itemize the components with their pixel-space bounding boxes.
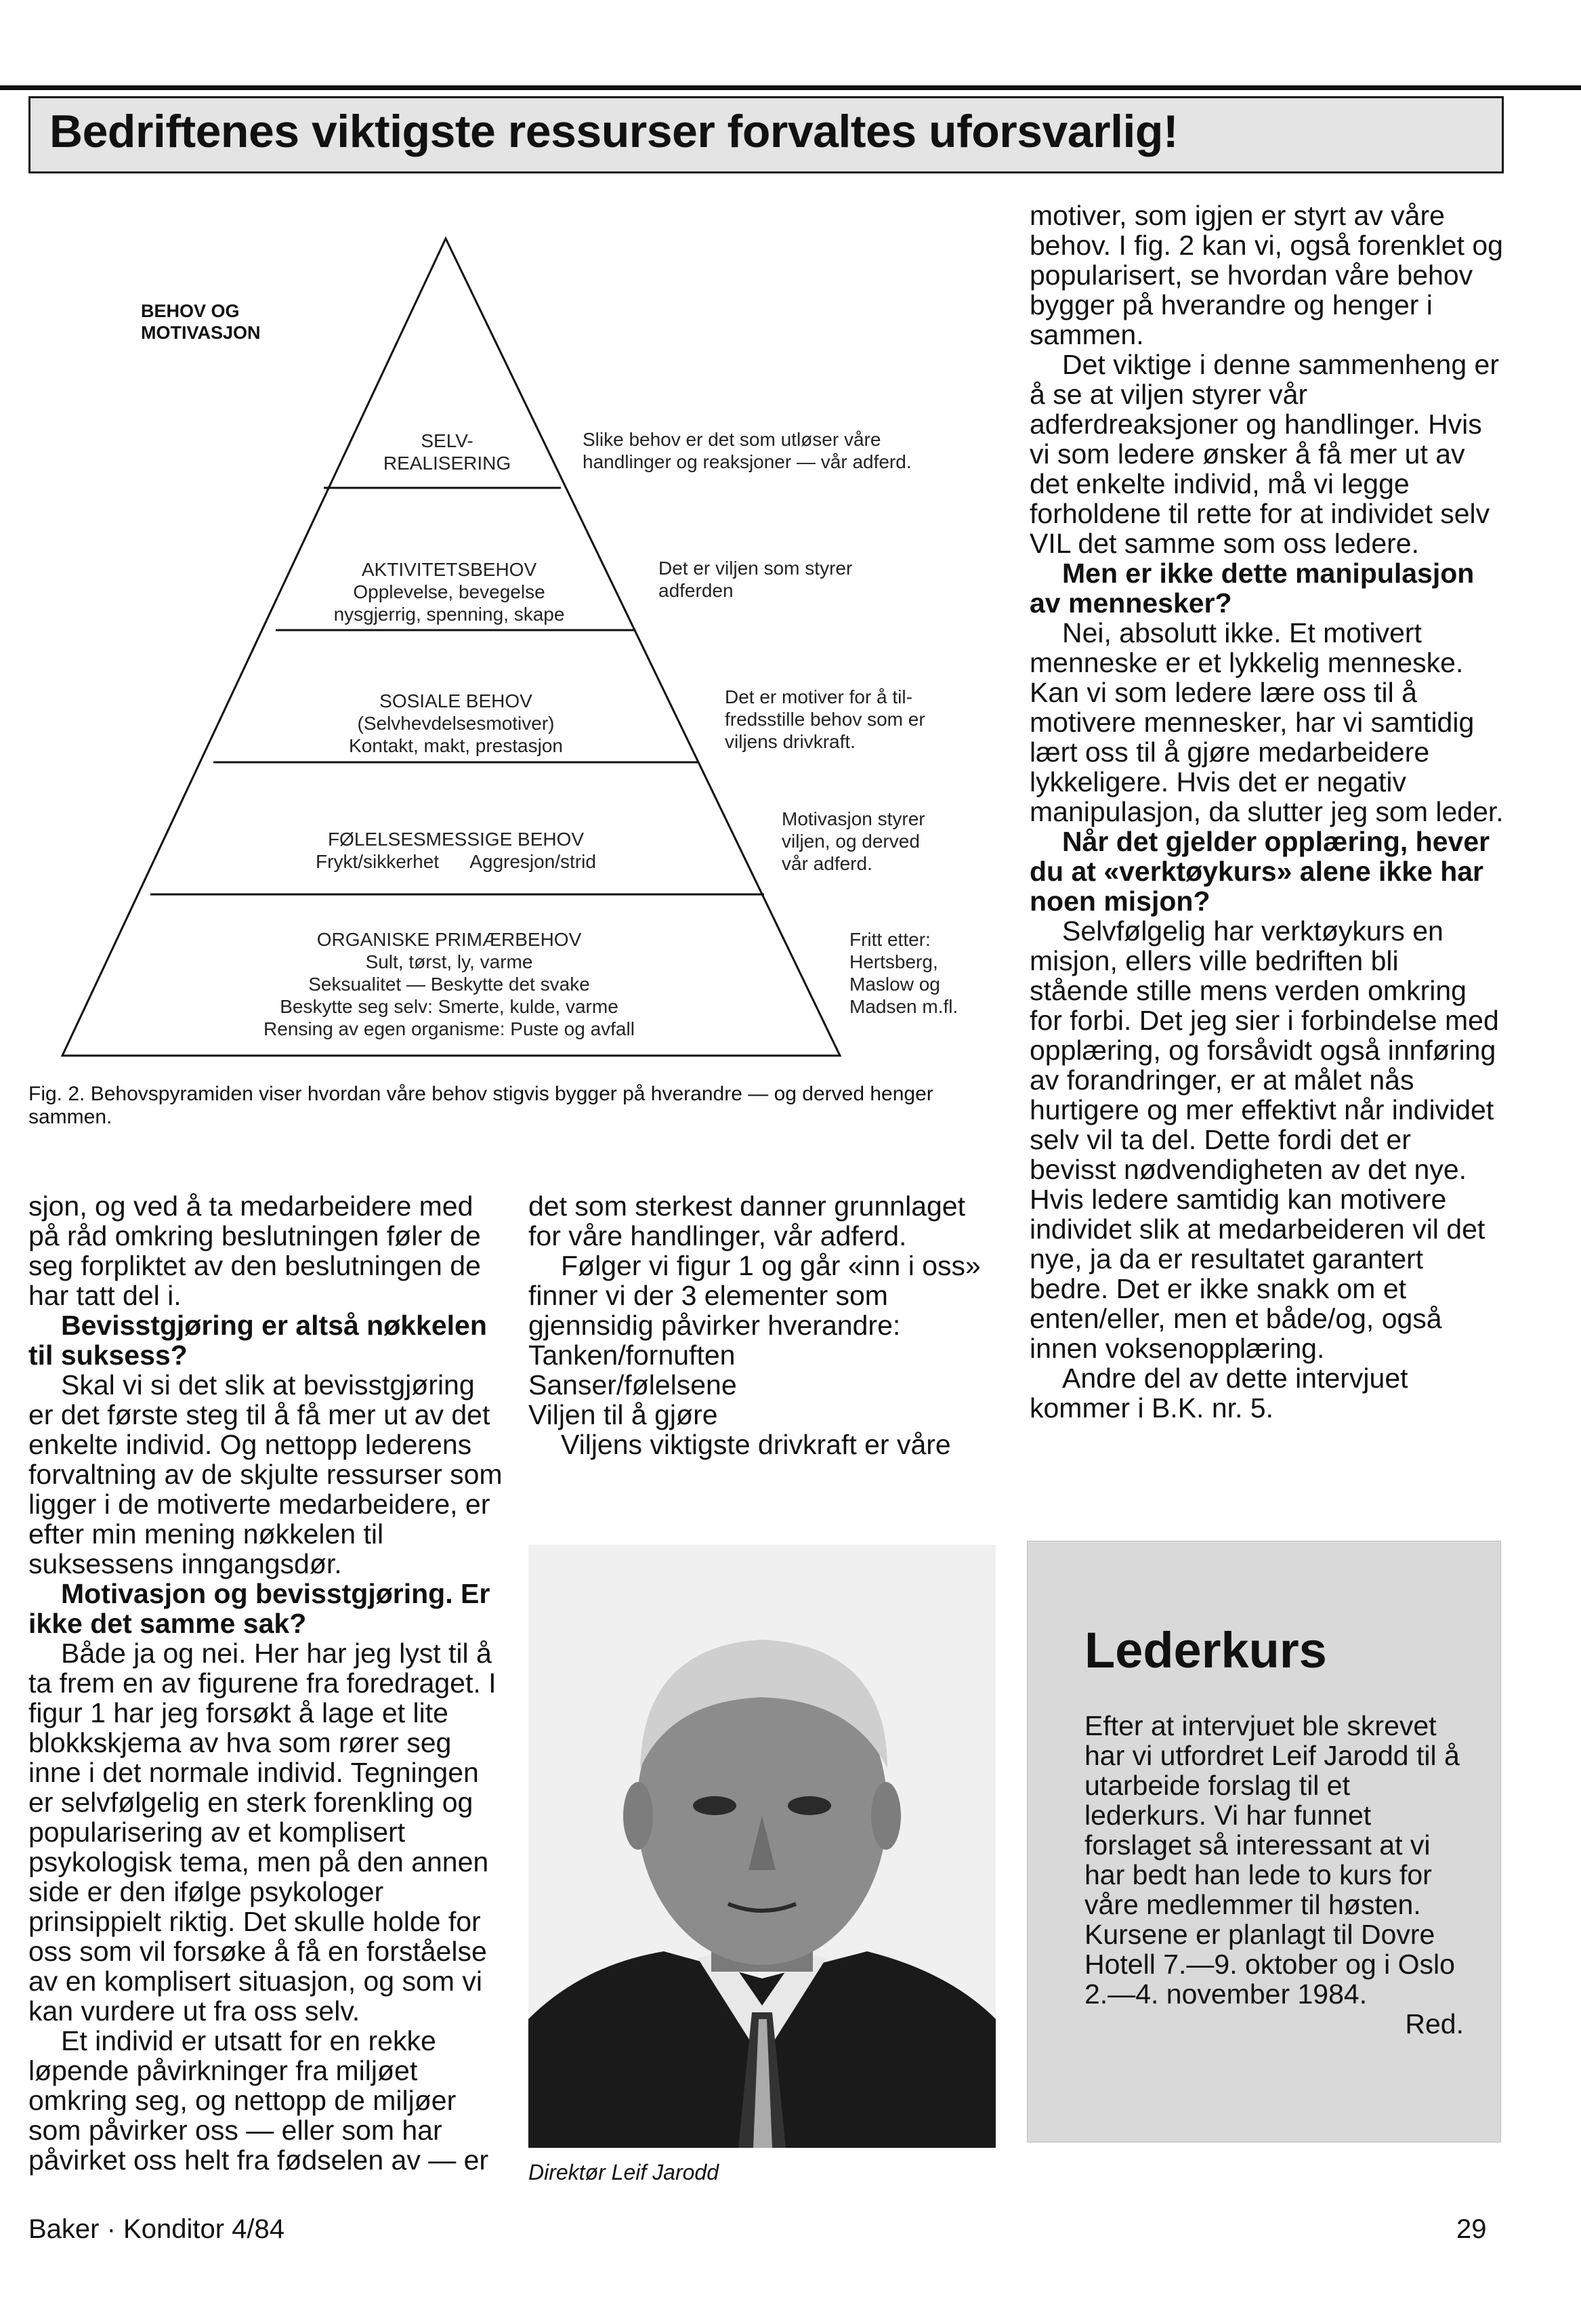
paragraph: Selvfølgelig har verktøykurs en misjon, ellers ville bedriften bli stående stille mens verden omkring for forbi. Det jeg sier i forbindelse med opplæring, og forsåvidt også innføring av forandringer, er at målet nås hurtigere og mer effektivt når individet selv vil ta del. Dette fordi det er bevisst nødvendigheten av det nye. Hvis ledere samtidig kan motivere individet slik at medarbeideren vil det nye, ja da er resultatet garantert bedre. Det er ikke snakk om et enten/eller, men et både/og, også innen voksenopplæring. [1030, 915, 1499, 1364]
footer-publication: Baker · Konditor 4/84 [28, 2214, 284, 2244]
figure-caption: Fig. 2. Behovspyramiden viser hvordan våre behov stigvis bygger på hverandre — og derved henger sammen. [28, 1083, 933, 1128]
list-item: Sanser/følelsene [528, 1369, 737, 1400]
paragraph: Viljens viktigste drivkraft er våre [561, 1429, 951, 1460]
subheading: Når det gjelder opplæring, hever du at «verktøykurs» alene ikke har noen misjon? [1030, 826, 1490, 917]
pyramid-note: Motivasjon styrer viljen, og derved vår adferd. [782, 808, 925, 874]
top-rule [0, 85, 1581, 90]
pyramid-note: Slike behov er det som utløser våre handlinger og reaksjoner — vår adferd. [583, 429, 912, 472]
paragraph: sjon, og ved å ta medarbeidere med på råd omkring beslutningen føler de seg forpliktet av den beslutningen de har tatt del i. [28, 1190, 481, 1311]
paragraph: Både ja og nei. Her har jeg lyst til å ta frem en av figurene fra foredraget. I figur 1 har jeg forsøkt å lage et lite blokkskjema av hva som rører seg inne i det normale individ. Tegningen er selvfølgelig en sterk forenkling og popularisering av et komplisert psykologisk tema, men på den annen side er den ifølge psykologer prinsippielt riktig. Det skulle holde for oss som vil forsøke å få en forståelse av en komplisert situasjon, og som vi kan vurdere ut fra oss selv. [28, 1638, 497, 2027]
portrait-photo [528, 1545, 996, 2148]
pyramid-level-selfrealization: SELV- REALISERING [383, 430, 511, 474]
paragraph: Et individ er utsatt for en rekke løpende påvirkninger fra miljøet omkring seg, og nettopp de miljøer som påvirker oss — eller som har påvirket oss helt fra fødselen av — er [28, 2025, 489, 2176]
paragraph: Andre del av dette intervjuet kommer i B.K. nr. 5. [1030, 1363, 1408, 1424]
article-column-3 [1030, 201, 1504, 1423]
box-text: Efter at intervjuet ble skrevet har vi utfordret Leif Jarodd til å utarbeide forslag til et lederkurs. Vi har funnet forslaget så interessant at vi har bedt han lede to kurs for våre medlemmer til høsten. Kursene er planlagt til Dovre Hotell 7.—9. oktober og i Oslo 2.—4. november 1984. [1084, 1710, 1460, 2010]
pyramid-note: Det er viljen som styrer adferden [658, 558, 853, 601]
pyramid-note-source: Fritt etter: Hertsberg, Maslow og Madsen m.fl. [849, 929, 958, 1017]
pyramid-level-activity: AKTIVITETSBEHOV Opplevelse, bevegelse nysgjerrig, spenning, skape [333, 559, 565, 625]
paragraph: Følger vi figur 1 og går «inn i oss» finner vi der 3 elementer som gjennsidig påvirker hverandre: [528, 1250, 981, 1341]
pyramid-level-social: SOSIALE BEHOV (Selvhevdelsesmotiver) Kontakt, makt, prestasjon [349, 690, 563, 756]
photo-caption: Direktør Leif Jarodd [528, 2160, 719, 2184]
article-column-2 [528, 1191, 1003, 1459]
pyramid-level-emotional: FØLELSESMESSIGE BEHOV Frykt/sikkerhet Aggresjon/strid [316, 829, 596, 872]
course-announcement-box [1027, 1541, 1501, 2142]
subheading: Men er ikke dette manipulasjon av mennesker? [1030, 558, 1475, 619]
figure-title-line: MOTIVASJON [141, 323, 261, 343]
box-body [1084, 1711, 1464, 2039]
list-item: Tanken/fornuften [528, 1340, 736, 1371]
list-item: Viljen til å gjøre [528, 1399, 718, 1430]
article-column-1 [28, 1191, 503, 2175]
subheading: Motivasjon og bevisstgjøring. Er ikke det samme sak? [28, 1578, 490, 1639]
page-headline: Bedriftenes viktigste ressurser forvaltes uforsvarlig! [49, 106, 1179, 157]
paragraph: Det viktige i denne sammenheng er å se at viljen styrer vår adferdreaksjoner og handlinger. Hvis vi som ledere ønsker å få mer ut av det enkelte individ, må vi legge forholdene til rette for at individet selv VIL det samme som oss ledere. [1030, 349, 1499, 559]
paragraph: det som sterkest danner grunnlaget for våre handlinger, vår adferd. [528, 1190, 965, 1251]
headline-banner [28, 96, 1504, 173]
pyramid-level-primary: ORGANISKE PRIMÆRBEHOV Sult, tørst, ly, varme Seksualitet — Beskytte det svake Beskytte seg selv: Smerte, kulde, varme Rensing av egen organisme: Puste og avfall [264, 929, 635, 1039]
paragraph: Skal vi si det slik at bevisstgjøring er det første steg til å få mer ut av det enkelte individ. Og nettopp lederens forvaltning av de skjulte ressurser som ligger i de motiverte medarbeidere, er efter min mening nøkkelen til suksessens inngangsdør. [28, 1369, 503, 1579]
box-title: Lederkurs [1084, 1622, 1327, 1678]
pyramid-note: Det er motiver for å til- fredsstille behov som er viljens drivkraft. [725, 686, 925, 752]
subheading: Bevisstgjøring er altså nøkkelen til suksess? [28, 1310, 487, 1371]
page-number: 29 [1456, 2214, 1487, 2244]
figure-title-line: BEHOV OG [141, 301, 240, 321]
portrait-illustration [528, 1545, 996, 2148]
box-signature: Red. [1405, 2008, 1464, 2039]
paragraph: motiver, som igjen er styrt av våre behov. I fig. 2 kan vi, også forenklet og popularisert, se hvordan våre behov bygger på hverandre og henger i sammen. [1030, 200, 1503, 350]
paragraph: Nei, absolutt ikke. Et motivert menneske er et lykkelig menneske. Kan vi som ledere lære oss til å motivere mennesker, har vi samtidig lært oss til å gjøre medarbeidere lykkeligere. Hvis det er negativ manipulasjon, da slutter jeg som leder. [1030, 617, 1504, 827]
